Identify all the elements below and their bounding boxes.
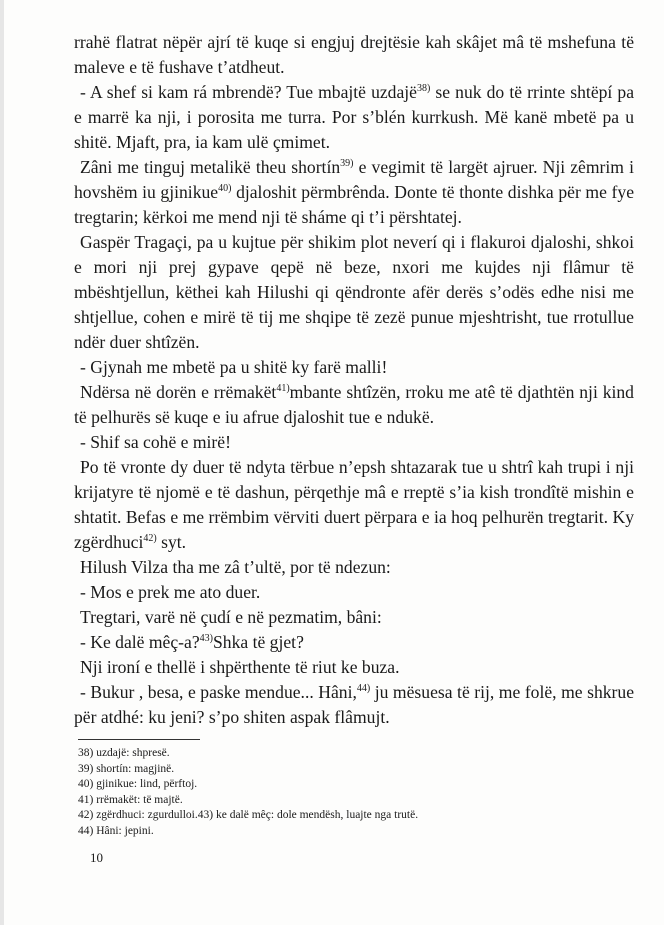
paragraph <box>74 355 634 380</box>
text-run: - Ke dalë mêç-a? <box>80 632 200 652</box>
paragraph <box>74 155 634 230</box>
text-run: se nuk do të rrinte shtëpí pa e marrë ka nji, i porosita me turra. Por s’blén kurrkush. Më kanë mbetë pa u shitë. Mjaft, pra, ia kam ulë çmimet. <box>74 82 635 152</box>
footnote: 40) gjinikue: lind, përftoj. <box>78 778 198 790</box>
footnote-marker: 38) <box>416 83 431 95</box>
paragraph <box>74 430 634 455</box>
text-run: e vegimit të largët ajruer. Nji zêmrim i hovshëm iu gjinikue <box>74 157 634 202</box>
paragraph <box>74 580 634 605</box>
footnote: 44) Hâni: jepini. <box>78 824 154 837</box>
text-run: Nji ironí e thellë i shpërthente të riut ke buza. <box>80 657 400 677</box>
text-run: Zâni me tinguj metalikë theu shortín <box>80 157 341 177</box>
text-run: Hilush Vilza tha me zâ t’ultë, por të ndezun: <box>80 557 391 577</box>
footnote-marker: 43) <box>199 633 213 645</box>
text-run: syt. <box>156 532 187 552</box>
footnotes <box>78 746 618 839</box>
paragraph <box>74 655 634 680</box>
page-edge-shadow <box>0 0 4 925</box>
text-run: - Shif sa cohë e mirë! <box>80 432 231 452</box>
paragraph <box>74 455 634 555</box>
footnote: 39) shortín: magjinë. <box>78 762 175 775</box>
paragraph <box>74 30 634 80</box>
paragraph <box>74 555 634 580</box>
text-run: djaloshit përmbrênda. Donte të thonte dishka për me fye tregtarin; kërkoi me mend nji të sháme qi t’i përshtatej. <box>74 182 634 227</box>
text-run: ju mësuesa të rij, me folë, me shkrue për atdhé: ku jeni? s’po shiten aspak flâmujt. <box>74 682 635 727</box>
footnote: 38) uzdajë: shpresë. <box>78 747 170 759</box>
footnote-marker: 44) <box>356 683 371 695</box>
text-run: - A shef si kam rá mbrendë? Tue mbajtë uzdajë <box>80 82 417 102</box>
footnote: 42) zgërdhuci: zgurdulloi.43) ke dalë mêç: dole mendësh, luajte nga trutë. <box>78 809 419 821</box>
text-run: Po të vronte dy duer të ndyta tërbue n’epsh shtazarak tue u shtrî kah trupi i nji krijatyre të njomë e të dashun, përqethje mâ e rreptë s’ia kish trondîtë mishin e shtatit. Befas e me rrëmbim vërviti duert përpara e ia hoq pelhurën tregtarit. Ky zgërdhuci <box>74 457 634 552</box>
text-run: Tregtari, varë në çudí e në pezmatim, bâni: <box>80 607 382 627</box>
paragraph <box>74 630 634 655</box>
footnote-marker: 42) <box>143 533 157 545</box>
body-text <box>74 30 634 730</box>
text-run: Shka të gjet? <box>213 632 304 652</box>
paragraph <box>74 380 634 430</box>
text-run: rrahë flatrat nëpër ajrí të kuqe si engjuj drejtësie kah skâjet mâ të mshefuna të maleve e të fushave t’atdheut. <box>74 32 634 77</box>
paragraph <box>74 80 634 155</box>
paragraph <box>74 680 634 730</box>
text-run: - Gjynah me mbetë pa u shitë ky farë malli! <box>80 357 388 377</box>
text-run: - Bukur , besa, e paske mendue... Hâni, <box>80 682 357 702</box>
page-number: 10 <box>90 850 103 865</box>
footnote-marker: 41) <box>276 383 290 395</box>
paragraph <box>74 605 634 630</box>
footnote-marker: 40) <box>218 183 232 195</box>
footnote: 41) rrëmakët: të majtë. <box>78 793 183 806</box>
footnote-marker: 39) <box>340 158 354 170</box>
text-run: Ndërsa në dorën e rrëmakët <box>80 382 277 402</box>
paragraph <box>74 230 634 355</box>
text-run: mbante shtîzën, rroku me atê të djathtën nji kind të pelhurës së kuqe e iu afrue djaloshit tue e ndukë. <box>74 382 634 427</box>
text-run: - Mos e prek me ato duer. <box>80 582 261 602</box>
footnote-separator <box>78 739 200 740</box>
text-run: Gaspër Tragaçi, pa u kujtue për shikim plot neverí qi i flakuroi djaloshi, shkoi e mori nji prej gypave qepë në beze, nxori me kujdes nji flâmur të mbështjellun, këthei kah Hilushi qi qëndronte afër derës s’odës edhe nisi me shtjellue, cohen e mirë të tij me shqipe të zezë punue mjeshtrisht, tue rrotullue ndër duer shtîzën. <box>74 232 634 352</box>
